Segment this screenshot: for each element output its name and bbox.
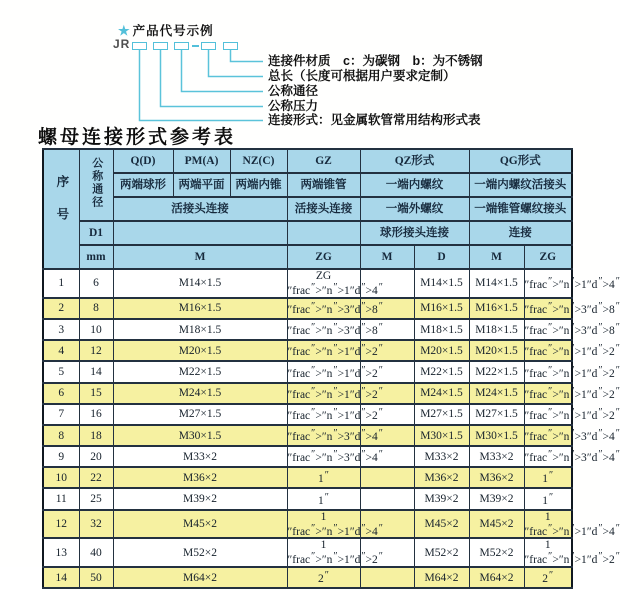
col-header-m-main: M (113, 245, 287, 269)
table-cell: M20×1.5 (469, 340, 524, 361)
col-header-pma: PM(A) (173, 149, 230, 173)
desc-qg-connection: 连接 (469, 221, 572, 245)
table-cell: ″frac″>″n″>1″d″>2″ (524, 361, 572, 382)
table-cell: ″frac″>″n″>1″d″>4″ (524, 269, 572, 298)
table-cell: 2 (43, 298, 79, 319)
table-cell: ZG ″frac″>″n″>1″d″ ″ (287, 270, 383, 297)
desc-pma: 两端平面 (173, 173, 230, 197)
col-header-nzc: NZ(C) (230, 149, 287, 173)
table-cell: M36×2 (469, 467, 524, 488)
table-cell: M33×2 (414, 446, 469, 467)
table-cell: ″frac″>″n″>3″d″ ″ (287, 319, 360, 340)
table-cell: 1″ (287, 488, 360, 509)
table-cell: M36×2 (113, 467, 287, 488)
header-row-1 (43, 149, 572, 173)
table-cell: M22×1.5 (113, 361, 287, 382)
col-header-qz-d: D (414, 245, 469, 269)
code-box-4 (201, 42, 216, 50)
table-cell: 12 (79, 340, 113, 361)
desc-qg-2: 一端锥管螺纹接头 (469, 197, 572, 221)
col-header-d1: D1 (79, 221, 113, 245)
desc-nzc: 两端内锥 (230, 173, 287, 197)
desc-qz-1: 一端内螺纹 (360, 173, 469, 197)
table-cell: M33×2 (469, 446, 524, 467)
product-code-heading (118, 21, 214, 39)
code-box-1 (132, 42, 147, 50)
table-cell: M64×2 (113, 567, 287, 588)
table-cell: 14 (79, 361, 113, 382)
table-cell: 10 (43, 467, 79, 488)
table-cell: ″frac″>″n″>1″d″ ″ (287, 383, 360, 404)
table-cell: M30×1.5 (113, 425, 287, 446)
code-box-2 (153, 42, 168, 50)
table-cell: 15 (79, 383, 113, 404)
table-cell: M64×2 (469, 567, 524, 588)
table-cell: M16×1.5 (469, 298, 524, 319)
col-header-nominal-diameter: 公称通径 (79, 149, 113, 221)
table-header (43, 149, 572, 269)
table-cell: M27×1.5 (414, 404, 469, 425)
table-cell: M64×2 (414, 567, 469, 588)
table-row (43, 340, 572, 361)
col-header-qg-m: M (469, 245, 524, 269)
header-row-5 (43, 245, 572, 269)
table-cell: M20×1.5 (113, 340, 287, 361)
table-cell: 32 (79, 510, 113, 539)
desc-gz-union-connection: 活接头连接 (287, 197, 360, 221)
product-code-heading-text: 产品代号示例 (132, 24, 214, 38)
table-cell: M22×1.5 (469, 361, 524, 382)
table-cell: M24×1.5 (113, 383, 287, 404)
table-cell: 1″ (524, 467, 572, 488)
table-cell: 6 (43, 383, 79, 404)
table-cell: M18×1.5 (414, 319, 469, 340)
col-header-gz: GZ (287, 149, 360, 173)
table-cell: 9 (43, 446, 79, 467)
col-header-qd: Q(D) (113, 149, 173, 173)
code-box-5 (223, 42, 238, 50)
table-cell: 4 (43, 340, 79, 361)
col-header-qz: QZ形式 (360, 149, 469, 173)
code-box-3 (174, 42, 189, 50)
table-cell: M45×2 (414, 510, 469, 539)
col-header-qg-zg: ZG (524, 245, 572, 269)
desc-qg-1: 一端内螺纹活接头 (469, 173, 572, 197)
table-cell: 1 ″frac″>″n″>1″d″>4″ (524, 510, 620, 538)
table-cell: M16×1.5 (414, 298, 469, 319)
table-cell: 13 (43, 538, 79, 567)
table-cell: 14 (43, 567, 79, 588)
table-cell: M22×1.5 (414, 361, 469, 382)
table-cell: 22 (79, 467, 113, 488)
header-row-4 (43, 221, 572, 245)
table-cell: ″frac″>″n″>1″d″ ″ (287, 361, 360, 382)
table-cell: 5 (43, 361, 79, 382)
table-cell: 2″ (287, 567, 360, 588)
header-row-2 (43, 173, 572, 197)
table-cell: M45×2 (469, 510, 524, 539)
table-cell: ″frac″>″n″>3″d″>8″ (524, 298, 572, 319)
table-cell: M14×1.5 (414, 269, 469, 298)
table-cell: 1 (43, 269, 79, 298)
table-cell: 1″ (287, 467, 360, 488)
table-cell: 18 (79, 425, 113, 446)
table-cell: 6 (79, 269, 113, 298)
table-cell: 25 (79, 488, 113, 509)
header-row-3 (43, 197, 572, 221)
table-cell: M24×1.5 (469, 383, 524, 404)
table-row (43, 567, 572, 588)
table-cell: ″frac″>″n″>1″d″>2″ (524, 383, 572, 404)
table-row (43, 383, 572, 404)
desc-qz-2: 一端外螺纹 (360, 197, 469, 221)
table-cell: M52×2 (414, 538, 469, 567)
code-dash (192, 45, 199, 47)
table-cell: 1 ″frac″>″n″>1″d″ ″ (287, 510, 383, 538)
table-cell: 2″ (524, 567, 572, 588)
product-code-prefix: JR (113, 37, 131, 51)
table-cell: ″frac″>″n″>1″d″>2″ (524, 340, 572, 361)
table-title: 螺母连接形式参考表 (38, 127, 237, 148)
table-row (43, 425, 572, 446)
table-cell: M39×2 (469, 488, 524, 509)
table-cell: 20 (79, 446, 113, 467)
table-cell: ″frac″>″n″>1″d″ ″ (287, 340, 360, 361)
table-cell: 12 (43, 510, 79, 539)
desc-qd: 两端球形 (113, 173, 173, 197)
table-cell: 3 (43, 319, 79, 340)
table-cell: 1″ (524, 488, 572, 509)
table-cell: 8 (43, 425, 79, 446)
table-cell: ″frac″>″n″>3″d″>4″ (524, 446, 572, 467)
table-cell: M45×2 (113, 510, 287, 539)
table-row (43, 446, 572, 467)
label-connection-type: 连接形式：见金属软管常用结构形式表 (268, 113, 481, 127)
nut-connection-table (42, 148, 620, 589)
table-cell: M14×1.5 (113, 269, 287, 298)
table-row (43, 510, 572, 539)
table-cell: 1 ″frac″>″n″>1″d″ ″ (287, 539, 383, 567)
col-header-qg: QG形式 (469, 149, 572, 173)
table-cell: M14×1.5 (469, 269, 524, 298)
desc-gz: 两端锥管 (287, 173, 360, 197)
table-cell: M18×1.5 (113, 319, 287, 340)
table-row (43, 538, 572, 567)
table-cell: M27×1.5 (113, 404, 287, 425)
table-row (43, 269, 572, 298)
table-row (43, 298, 572, 319)
table-cell: M52×2 (469, 538, 524, 567)
table-row (43, 319, 572, 340)
table-cell (360, 488, 414, 509)
col-header-serial: 序号 (43, 149, 79, 269)
table-cell: ″frac″>″n″>3″d″>8″ (524, 319, 572, 340)
table-cell: 10 (79, 319, 113, 340)
table-row (43, 467, 572, 488)
table-cell: M33×2 (113, 446, 287, 467)
col-header-mm: mm (79, 245, 113, 269)
table-cell: ″frac″>″n″>3″d″ ″ (287, 298, 360, 319)
table-row (43, 404, 572, 425)
table-body (43, 269, 620, 588)
table-cell: M36×2 (414, 467, 469, 488)
table-cell: 40 (79, 538, 113, 567)
table-cell: ″frac″>″n″>1″d″>2″ (524, 404, 572, 425)
table-cell: M39×2 (414, 488, 469, 509)
table-cell: M39×2 (113, 488, 287, 509)
col-header-qz-m: M (360, 245, 414, 269)
table-cell: M52×2 (113, 538, 287, 567)
star-icon: ★ (118, 23, 131, 38)
table-row (43, 488, 572, 509)
table-cell: 1 ″frac″>″n″>1″d″>2″ (524, 539, 620, 567)
label-nominal-diameter: 公称通径 (268, 84, 319, 98)
header-empty-m (113, 221, 287, 245)
table-cell: M20×1.5 (414, 340, 469, 361)
table-cell: 50 (79, 567, 113, 588)
table-cell: ″frac″>″n″>1″d″ ″ (287, 404, 360, 425)
table-cell: ″frac″>″n″>3″d″ ″ (287, 425, 360, 446)
table-cell: M24×1.5 (414, 383, 469, 404)
table-cell: 11 (43, 488, 79, 509)
desc-union-connection: 活接头连接 (113, 197, 287, 221)
table-cell: ″frac″>″n″>3″d″ ″ (287, 446, 360, 467)
table-cell: 7 (43, 404, 79, 425)
table-row (43, 361, 572, 382)
label-total-length: 总长（长度可根据用户要求定制） (268, 69, 456, 83)
table-cell: M30×1.5 (414, 425, 469, 446)
label-connector-material: 连接件材质 c：为碳钢 b：为不锈钢 (268, 54, 483, 68)
header-empty-gz (287, 221, 360, 245)
table-cell (360, 567, 414, 588)
table-cell: 16 (79, 404, 113, 425)
table-cell (360, 467, 414, 488)
table-cell: M16×1.5 (113, 298, 287, 319)
table-cell: M18×1.5 (469, 319, 524, 340)
table-cell: M27×1.5 (469, 404, 524, 425)
table-cell: 8 (79, 298, 113, 319)
col-header-zg-main: ZG (287, 245, 360, 269)
desc-qz-ball-joint: 球形接头连接 (360, 221, 469, 245)
label-nominal-pressure: 公称压力 (268, 99, 319, 113)
table-cell: ″frac″>″n″>3″d″>4″ (524, 425, 572, 446)
table-cell: M30×1.5 (469, 425, 524, 446)
